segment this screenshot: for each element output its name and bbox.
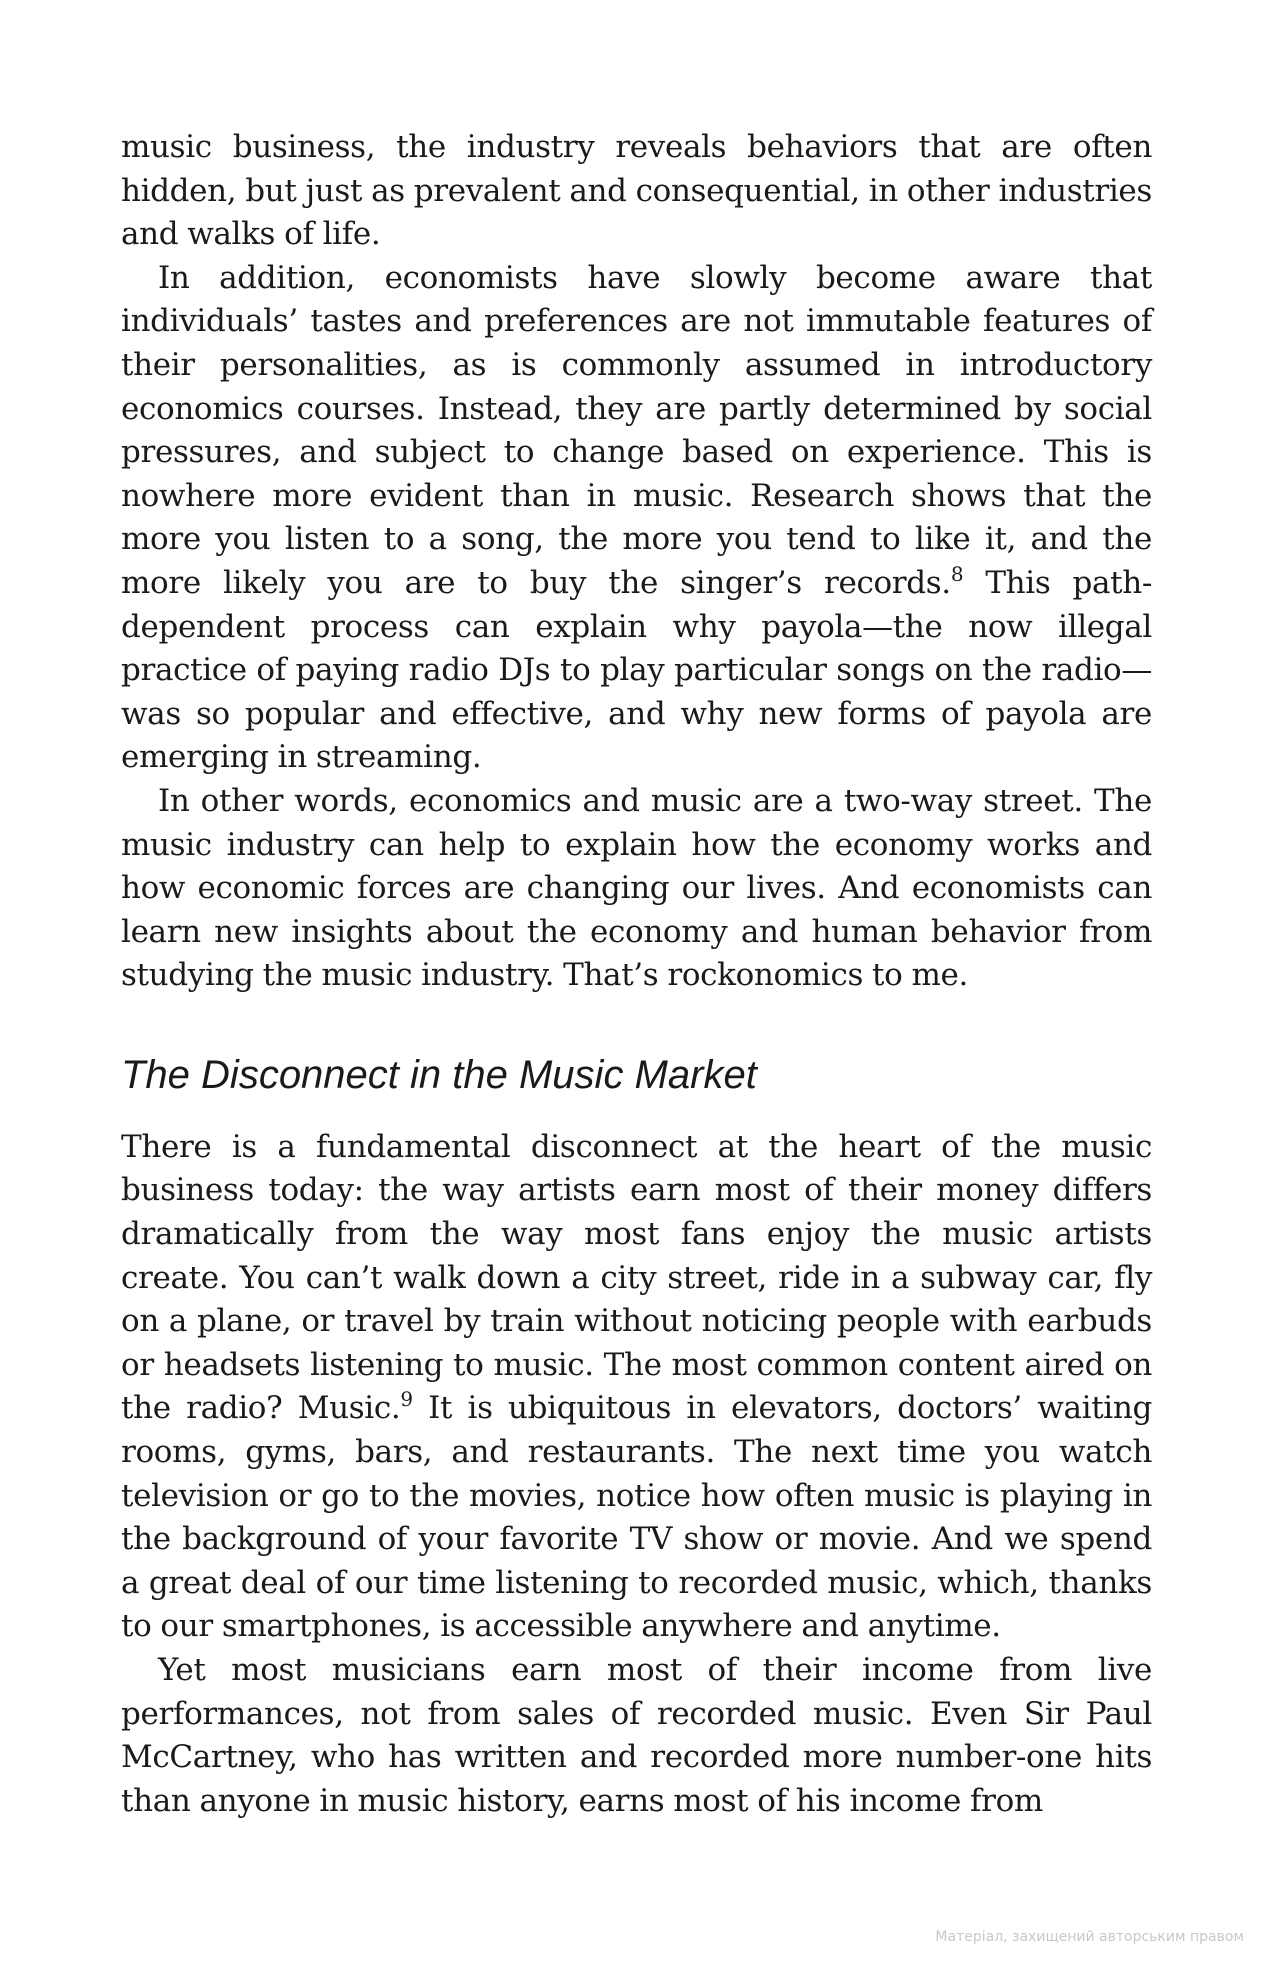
paragraph-continued: music business, the industry reveals behaviors that are often hidden, but just as prevalent and consequential, in other industries and walks of life. [121,129,1152,253]
book-page [121,126,1152,1823]
footnote-marker: 9 [400,1387,413,1412]
section-heading: The Disconnect in the Music Market [121,1052,757,1097]
paragraph-fundamental-disconnect [121,1126,1152,1649]
paragraph-text: This path-dependent process can explain why payola—the now illegal practice of paying radio DJs to play particular songs on the radio—was so popular and effective, and why new forms of payola are emerging in streaming. [121,564,1152,776]
paragraph-text: There is a fundamental disconnect at the heart of the music business today: the way artists earn most of their money differs dramatically from the way most fans enjoy the music artists create. You can’t walk down a city street, ride in a subway car, fly on a plane, or travel by train without noticing people with earbuds or headsets listening to music. The most common content aired on the radio? Music. [121,1128,1152,1427]
footnote-marker: 8 [950,561,964,586]
paragraph-text: In addition, economists have slowly become aware that individuals’ tastes and preferences are not immutable features of their personalities, as is commonly assumed in introductory economics courses. Instead, they are partly determined by social pressures, and subject to change based on experience. This is nowhere more evident than in music. Research shows that the more you listen to a song, the more you tend to like it, and the more likely you are to buy the singer’s records. [121,259,1152,601]
paragraph-two-way-street: In other words, economics and music are a two-way street. The music industry can help to explain how the economy works and how economic forces are changing our lives. And economists can learn new insights about the economy and human behavior from studying the music industry. That’s rockonomics to me. [121,782,1152,994]
copyright-watermark: Матеріал, захищений авторським правом [935,1929,1244,1945]
paragraph-tastes-preferences [121,257,1152,780]
paragraph-text: It is ubiquitous in elevators, doctors’ waiting rooms, gyms, bars, and restaurants. The next time you watch television or go to the movies, notice how often music is playing in the background of your favorite TV show or movie. And we spend a great deal of our time listening to recorded music, which, thanks to our smartphones, is accessible anywhere and anytime. [121,1390,1152,1645]
paragraph-live-performances: Yet most musicians earn most of their income from live performances, not from sales of recorded music. Even Sir Paul McCartney, who has written and recorded more number-one hits than anyone in music history, earns most of his income from [121,1652,1152,1819]
